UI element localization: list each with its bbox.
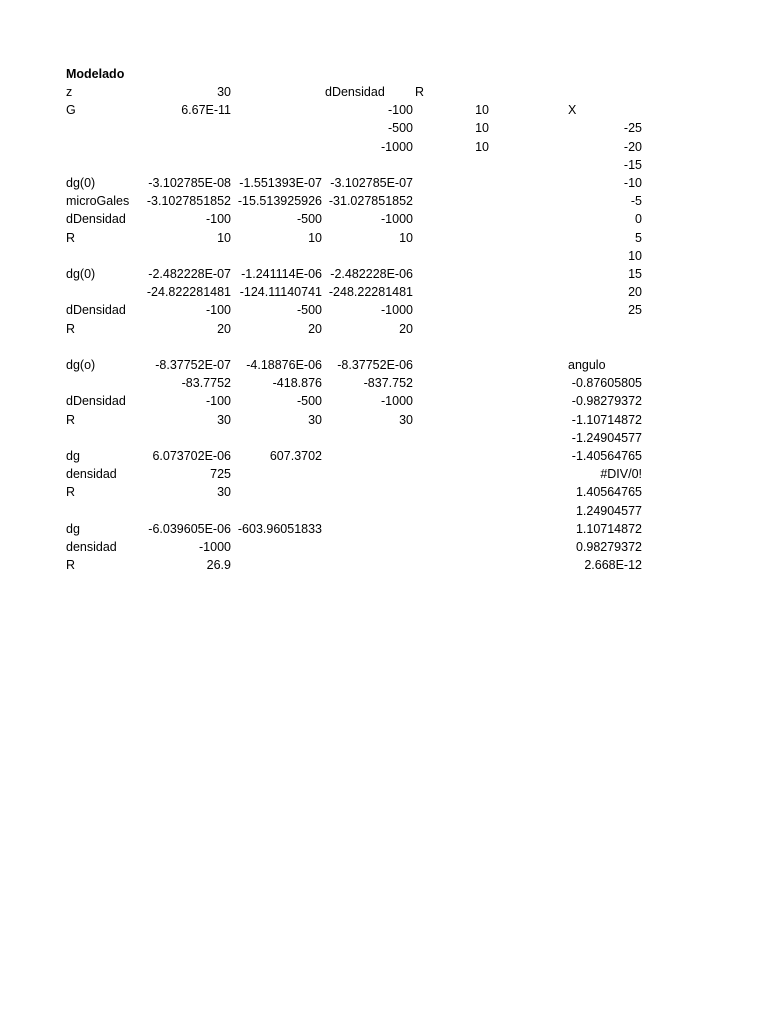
cell-r10-c0: dg(0) [66,267,96,281]
cell-r26-c0: R [66,558,76,573]
sheet-row [0,465,768,483]
sheet-row [0,356,768,374]
cell-r1-c4: 10 [475,103,489,118]
sheet-title: Modelado [66,67,125,81]
cell-r17-c0: dDensidad [66,394,126,409]
cell-r13-c3: 20 [399,321,413,336]
sheet-row [0,374,768,392]
cell-r5-c3: -3.102785E-07 [330,176,413,190]
sheet-row [0,119,768,137]
cell-r10-c1: -2.482228E-07 [148,267,231,281]
cell-r1-c3: -100 [387,103,413,118]
cell-r3-c4: 10 [475,139,489,154]
sheet-row [0,556,768,574]
cell-r26-c1: 26.9 [206,558,231,573]
cell-r6-c2: -15.513925926 [237,194,322,209]
cell-r10-c6: 15 [628,267,642,281]
cell-r17-c1: -100 [205,394,231,409]
cell-r18-c0: R [66,412,76,427]
cell-r23-c6: 1.24904577 [575,503,642,518]
cell-r20-c2: 607.3702 [269,449,322,463]
sheet-row [0,247,768,265]
cell-r1-c1: 6.67E-11 [181,103,231,118]
sheet-row [0,320,768,338]
sheet-row [0,210,768,228]
cell-r0-c1: 30 [217,85,231,99]
cell-r12-c0: dDensidad [66,303,126,318]
cell-r18-c1: 30 [217,412,231,427]
sheet-row [0,338,768,356]
sheet-row [0,520,768,538]
sheet-row [0,538,768,556]
cell-r12-c1: -100 [205,303,231,318]
cell-r22-c1: 30 [217,485,231,500]
cell-r24-c6: 1.10714872 [575,521,642,536]
cell-r15-c2: -4.18876E-06 [246,358,322,372]
cell-r21-c6: #DIV/0! [600,467,642,482]
cell-r6-c6: -5 [630,194,642,209]
cell-r22-c0: R [66,485,76,500]
cell-r16-c3: -837.752 [363,376,413,391]
title-row [0,65,768,83]
cell-r10-c3: -2.482228E-06 [330,267,413,281]
cell-r8-c1: 10 [217,230,231,245]
cell-r10-c2: -1.241114E-06 [241,267,322,281]
cell-r8-c3: 10 [399,230,413,245]
sheet-row [0,229,768,247]
cell-r15-c0: dg(o) [66,358,96,372]
sheet-row [0,83,768,101]
cell-r13-c2: 20 [308,321,322,336]
cell-r17-c2: -500 [296,394,322,409]
cell-r5-c6: -10 [623,176,642,190]
sheet-row [0,174,768,192]
cell-r5-c0: dg(0) [66,176,96,190]
cell-r0-c0: z [66,85,73,99]
cell-r15-c3: -8.37752E-06 [337,358,413,372]
cell-r21-c0: densidad [66,467,117,482]
cell-r2-c3: -500 [387,121,413,136]
cell-r1-c5: X [568,103,577,118]
sheet-row [0,138,768,156]
cell-r8-c2: 10 [308,230,322,245]
cell-r11-c3: -248.22281481 [328,285,413,300]
cell-r25-c1: -1000 [199,540,231,554]
cell-r12-c6: 25 [628,303,642,318]
cell-r16-c6: -0.87605805 [571,376,642,391]
cell-r19-c6: -1.24904577 [571,430,642,445]
cell-r25-c0: densidad [66,540,117,554]
cell-r21-c1: 725 [210,467,231,482]
cell-r3-c6: -20 [623,139,642,154]
cell-r20-c0: dg [66,449,80,463]
cell-r25-c6: 0.98279372 [575,540,642,554]
cell-r26-c6: 2.668E-12 [584,558,642,573]
cell-r6-c0: microGales [66,194,130,209]
cell-r15-c1: -8.37752E-07 [155,358,231,372]
cell-r24-c2: -603.96051833 [237,521,322,536]
cell-r7-c3: -1000 [381,212,413,227]
cell-r1-c0: G [66,103,76,118]
cell-r13-c1: 20 [217,321,231,336]
cell-r5-c2: -1.551393E-07 [239,176,322,190]
cell-r11-c6: 20 [628,285,642,300]
sheet-row [0,265,768,283]
cell-r6-c3: -31.027851852 [328,194,413,209]
cell-r16-c2: -418.876 [272,376,322,391]
cell-r24-c1: -6.039605E-06 [148,521,231,536]
cell-r9-c6: 10 [628,248,642,263]
cell-r13-c0: R [66,321,76,336]
cell-r8-c6: 5 [635,230,642,245]
cell-r18-c6: -1.10714872 [571,412,642,427]
sheet-row [0,447,768,465]
cell-r17-c6: -0.98279372 [571,394,642,409]
cell-r12-c2: -500 [296,303,322,318]
cell-r11-c2: -124.11140741 [239,285,322,300]
sheet-row [0,101,768,119]
cell-r7-c6: 0 [635,212,642,227]
cell-r3-c3: -1000 [381,139,413,154]
cell-r12-c3: -1000 [381,303,413,318]
sheet-row [0,283,768,301]
sheet-row [0,392,768,410]
cell-r4-c6: -15 [623,157,642,172]
cell-r2-c4: 10 [475,121,489,136]
cell-r7-c0: dDensidad [66,212,126,227]
sheet-row [0,429,768,447]
cell-r0-c3: dDensidad [325,85,385,99]
cell-r2-c6: -25 [623,121,642,136]
sheet-row [0,301,768,319]
cell-r15-c5: angulo [568,358,606,372]
cell-r6-c1: -3.1027851852 [146,194,231,209]
cell-r16-c1: -83.7752 [181,376,231,391]
sheet-row [0,502,768,520]
cell-r8-c0: R [66,230,76,245]
cell-r20-c6: -1.40564765 [571,449,642,463]
cell-r5-c1: -3.102785E-08 [148,176,231,190]
cell-r7-c1: -100 [205,212,231,227]
cell-r24-c0: dg [66,521,80,536]
cell-r0-c4: R [415,85,425,99]
cell-r20-c1: 6.073702E-06 [152,449,231,463]
cell-r11-c1: -24.822281481 [146,285,231,300]
sheet-row [0,192,768,210]
cell-r7-c2: -500 [296,212,322,227]
sheet-row [0,156,768,174]
cell-r17-c3: -1000 [381,394,413,409]
sheet-row [0,411,768,429]
sheet-row [0,483,768,501]
cell-r18-c2: 30 [308,412,322,427]
cell-r18-c3: 30 [399,412,413,427]
cell-r22-c6: 1.40564765 [575,485,642,500]
